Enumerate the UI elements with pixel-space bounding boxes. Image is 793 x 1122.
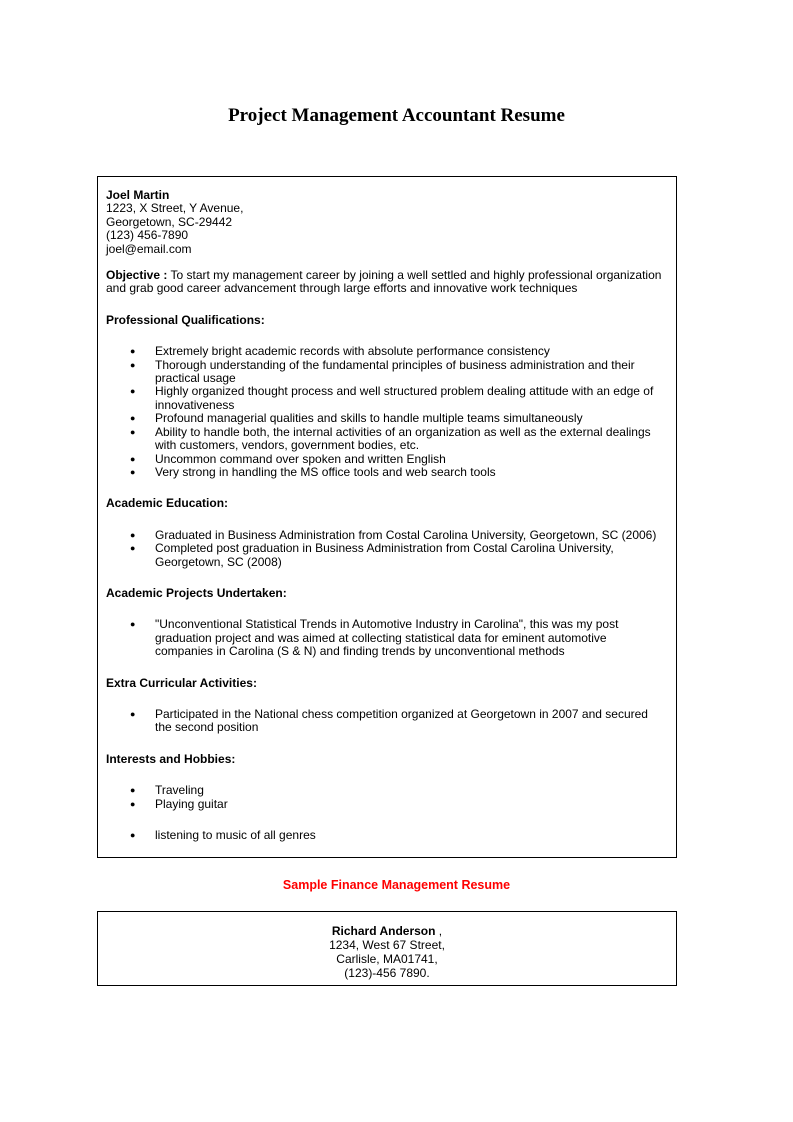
bullet-icon: ● [130,543,136,554]
list-item-text: graduation project and was aimed at collecting statistical data for eminent automotive [155,630,607,645]
list-item [106,798,668,811]
section-heading: Professional Qualifications: [106,312,265,327]
email: joel@email.com [106,241,192,256]
address-line-2: Georgetown, SC-29442 [106,214,233,229]
list-item [106,359,668,386]
objective-text-line-2: and grab good career advancement through large efforts and innovative work techniques [106,281,578,296]
list-item-text: Traveling [155,783,204,798]
applicant-name: Joel Martin [106,188,170,202]
objective-label: Objective : [106,268,168,283]
resume-box [97,176,677,858]
list-item-text: Graduated in Business Administration from Costal Carolina University, Georgetown, SC (2006) [155,527,657,542]
list-item [106,412,668,425]
bullet-list [106,529,668,569]
list-item-text: the second position [155,720,259,735]
list-item [106,784,668,797]
bullet-list [106,345,668,479]
contact-name: Richard Anderson [331,924,436,938]
section-education [106,497,668,569]
address-line-1: 1223, X Street, Y Avenue, [106,201,244,216]
section-heading: Extra Curricular Activities: [106,675,257,690]
bullet-icon: ● [130,708,136,719]
bullet-icon: ● [130,346,136,357]
section-extracurricular [106,677,668,735]
list-item-text: "Unconventional Statistical Trends in Automotive Industry in Carolina", this was my post [155,617,619,632]
list-item-text: Georgetown, SC (2008) [155,554,282,569]
list-item [106,453,668,466]
list-item [106,426,668,453]
list-item-text: Highly organized thought process and well structured problem dealing attitude with an edge of [155,384,654,399]
contact-box [97,911,677,986]
contact-name-line [98,924,676,938]
list-item [106,542,668,569]
contact-address-line-1: 1234, West 67 Street, [329,938,445,952]
objective-text-line-1: To start my management career by joining a well settled and highly professional organization [167,268,662,283]
bullet-list [106,618,668,658]
section-heading: Interests and Hobbies: [106,751,236,766]
list-item [106,385,668,412]
list-item-text: Completed post graduation in Business Administration from Costal Carolina University, [155,541,614,556]
list-item-text: Playing guitar [155,796,228,811]
bullet-icon: ● [130,529,136,540]
section-heading: Academic Education: [106,496,229,511]
list-item-text: Very strong in handling the MS office tools and web search tools [155,464,496,479]
list-item-text: with customers, vendors, government bodies, etc. [155,438,420,453]
bullet-list [106,708,668,735]
section-qualifications [106,314,668,479]
bullet-icon: ● [130,359,136,370]
bullet-icon: ● [130,413,136,424]
contact-phone: (123)-456 7890. [344,966,430,980]
list-item [106,708,668,735]
list-item [106,466,668,479]
section-hobbies [106,753,668,843]
list-item-text: Participated in the National chess competition organized at Georgetown in 2007 and secured [155,706,648,721]
objective [106,269,668,282]
bullet-icon: ● [130,386,136,397]
list-item [106,345,668,358]
bullet-list [106,784,668,811]
list-item-text: Thorough understanding of the fundamental principles of business administration and their [155,357,635,372]
bullet-list-extra [106,829,668,842]
list-item-text: Ability to handle both, the internal activities of an organization as well as the external dealings [155,424,651,439]
list-item [106,618,668,658]
list-item-text: innovativeness [155,397,235,412]
bullet-icon: ● [130,453,136,464]
list-item-text: Extremely bright academic records with absolute performance consistency [155,344,550,359]
bullet-icon: ● [130,426,136,437]
contact-address-line-2: Carlisle, MA01741, [336,952,438,966]
bullet-icon: ● [130,798,136,809]
phone: (123) 456-7890 [106,228,189,243]
contact-name-suffix: , [435,924,443,938]
page-title: Project Management Accountant Resume [228,105,565,126]
list-item [106,529,668,542]
bullet-icon: ● [130,466,136,477]
list-item-text: companies in Carolina (S & N) and finding trends by unconventional methods [155,644,565,659]
list-item [106,829,668,842]
bullet-icon: ● [130,785,136,796]
list-item-text: practical usage [155,371,236,386]
bullet-icon: ● [130,830,136,840]
section-projects [106,587,668,659]
list-item-text: Profound managerial qualities and skills to handle multiple teams simultaneously [155,411,583,426]
section-heading: Academic Projects Undertaken: [106,585,287,600]
list-item-text: listening to music of all genres [155,828,316,842]
list-item-text: Uncommon command over spoken and written English [155,451,446,466]
second-resume-title: Sample Finance Management Resume [282,878,511,892]
bullet-icon: ● [130,619,136,630]
